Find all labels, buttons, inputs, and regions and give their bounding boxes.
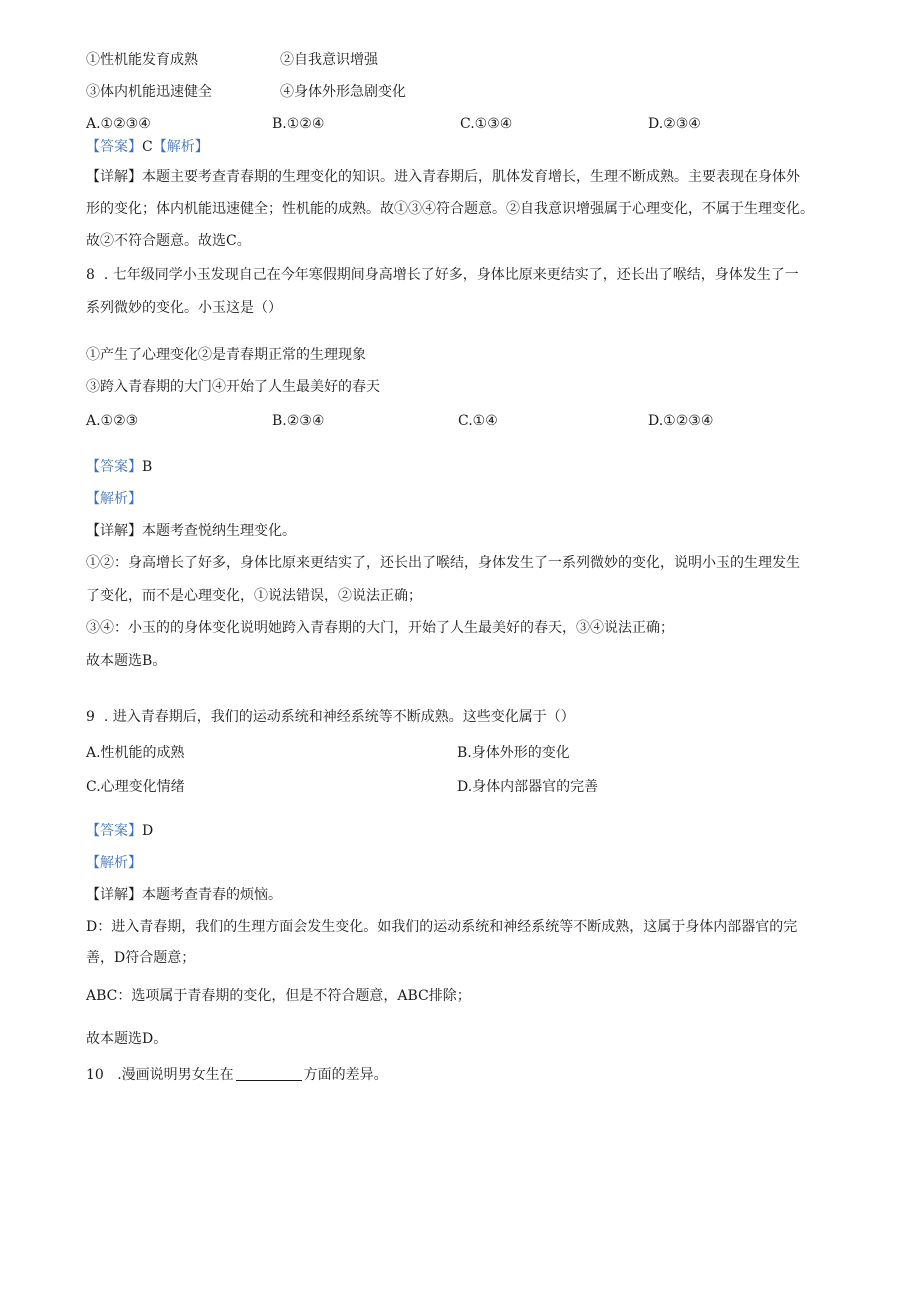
q8-detail-line-3: ③④：小玉的的身体变化说明她跨入青春期的大门，开始了人生最美好的春天，③④说法正确； [86,620,674,636]
q8-answer: B [142,459,153,475]
q8-answer-line [86,457,152,477]
q7-item-2: ②自我意识增强 [280,52,378,68]
analysis-tag: 【解析】 [152,139,209,155]
q7-option-d: D.②③④ [648,116,701,132]
q7-detail-text-1: 本题主要考查青春期的生理变化的知识。进入青春期后，肌体发育增长，生理不断成熟。主要表现在身体外 [142,169,800,185]
q8-option-c: C.①④ [458,413,498,429]
q7-answer-line [86,137,209,157]
q8-item-line-2: ③跨入青春期的大门④开始了人生最美好的春天 [86,379,380,395]
detail-tag: 【详解】 [86,523,142,539]
q9-detail-first: 本题考查青春的烦恼。 [142,887,282,903]
q9-option-d: D.身体内部器官的完善 [457,779,599,795]
q9-option-c: C.心理变化情绪 [86,779,185,795]
answer-tag: 【答案】 [86,459,142,475]
answer-tag: 【答案】 [86,139,142,155]
answer-tag: 【答案】 [86,823,142,839]
q7-item-4: ④身体外形急剧变化 [280,84,406,100]
q9-answer-line [86,821,153,841]
q9-stem [86,707,575,727]
q9-detail-line-3: ABC：选项属于青春期的变化，但是不符合题意，ABC排除； [86,988,471,1004]
q7-option-c: C.①③④ [460,116,513,132]
fill-in-blank[interactable] [236,1066,302,1081]
q9-option-b: B.身体外形的变化 [457,745,570,761]
q7-detail-line-1 [86,167,800,187]
q8-stem-line-1 [86,265,799,285]
detail-tag: 【详解】 [86,169,142,185]
q10-stem [86,1065,388,1085]
q7-option-a: A.①②③④ [86,116,151,132]
q8-detail-line-2: 了变化，而不是心理变化，①说法错误，②说法正确； [86,588,422,604]
q8-detail-line-4: 故本题选B。 [86,653,167,669]
detail-tag: 【详解】 [86,887,142,903]
q9-detail-line-4: 故本题选D。 [86,1031,168,1047]
q8-number: 8 [86,267,95,283]
q8-detail-line-0 [86,521,296,541]
q8-detail-line-1: ①②：身高增长了好多，身体比原来更结实了，还长出了喉结，身体发生了一系列微妙的变化，说明小玉的生理发生 [86,555,800,571]
q9-detail-line-0 [86,885,282,905]
q10-number: 10 [86,1067,104,1083]
q7-option-b: B.①②④ [272,116,325,132]
q9-number: 9 [86,709,95,725]
q10-stem-after: 方面的差异。 [303,1067,388,1083]
q7-answer: C [142,139,153,155]
q9-detail-line-1: D：进入青春期，我们的生理方面会发生变化。如我们的运动系统和神经系统等不断成熟，这属于身体内部器官的完 [86,919,798,935]
q10-stem-before: .漫画说明男女生在 [117,1067,234,1083]
q9-detail-line-2: 善，D符合题意； [86,950,196,966]
q9-stem-text: . 进入青春期后，我们的运动系统和神经系统等不断成熟。这些变化属于（） [103,709,575,725]
q8-stem-text-1: . 七年级同学小玉发现自己在今年寒假期间身高增长了好多，身体比原来更结实了，还长出了喉结，身体发生了一 [103,267,799,283]
q9-answer: D [142,823,154,839]
q7-item-1: ①性机能发育成熟 [86,52,198,68]
q8-analysis-tag: 【解析】 [86,491,142,507]
q7-detail-line-3: 故②不符合题意。故选C。 [86,233,251,249]
q7-detail-line-2: 形的变化；体内机能迅速健全；性机能的成熟。故①③④符合题意。②自我意识增强属于心理变化，不属于生理变化。 [86,201,814,217]
q8-option-b: B.②③④ [272,413,325,429]
q8-option-a: A.①②③ [86,413,139,429]
q8-item-line-1: ①产生了心理变化②是青春期正常的生理现象 [86,347,366,363]
q8-option-d: D.①②③④ [648,413,714,429]
q8-stem-line-2: 系列微妙的变化。小玉这是（） [86,300,282,316]
q9-analysis-tag: 【解析】 [86,855,142,871]
q7-item-3: ③体内机能迅速健全 [86,84,212,100]
q8-detail-first: 本题考查悦纳生理变化。 [142,523,296,539]
q9-option-a: A.性机能的成熟 [86,745,185,761]
